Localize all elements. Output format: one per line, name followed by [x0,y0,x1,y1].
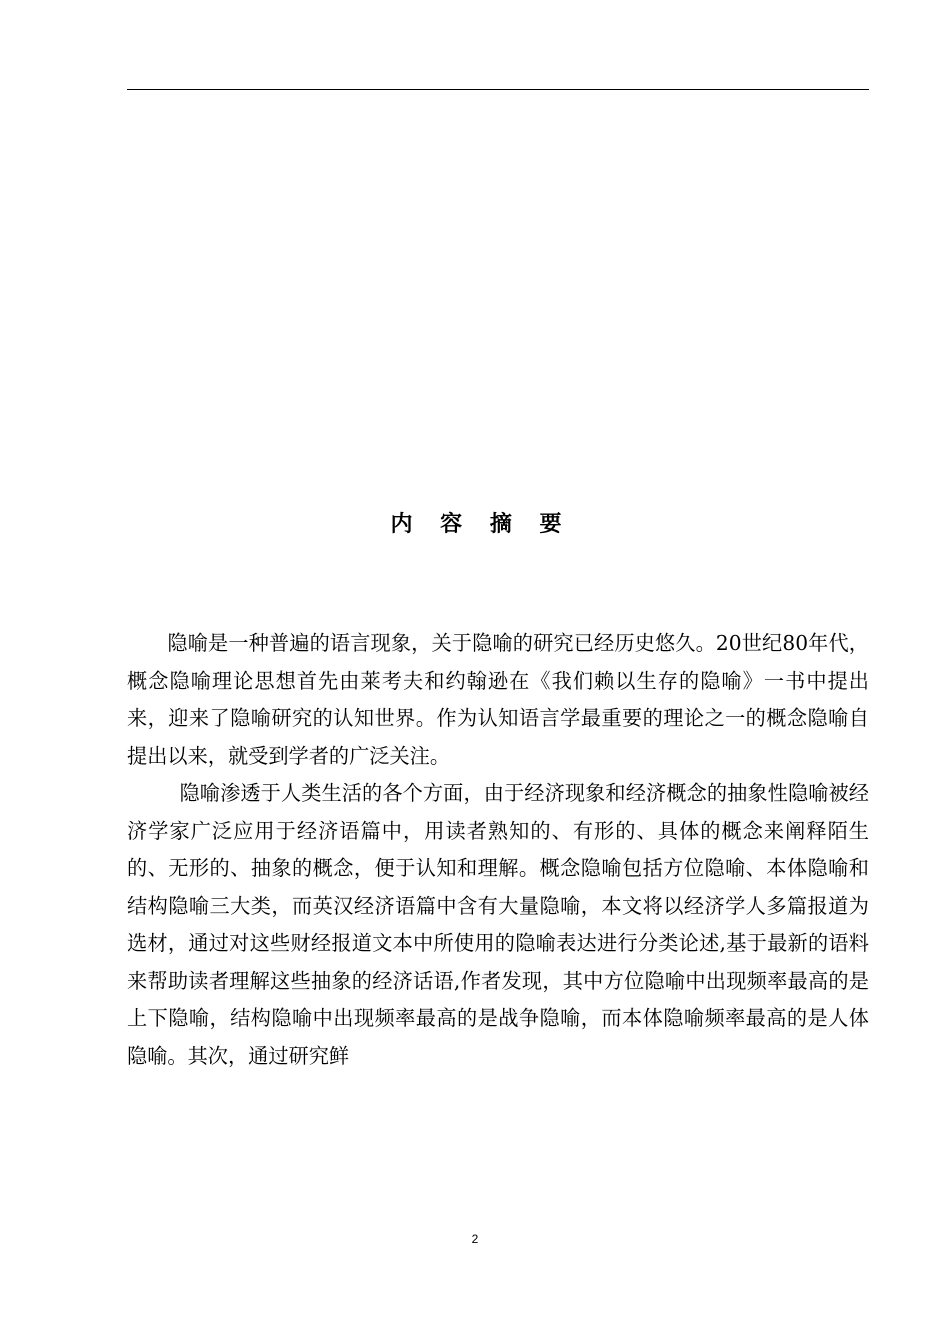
abstract-paragraph-1: 隐喻是一种普遍的语言现象，关于隐喻的研究已经历史悠久。20世纪80年代，概念隐喻理论思想首先由莱考夫和约翰逊在《我们赖以生存的隐喻》一书中提出来，迎来了隐喻研究的认知世界。作为认知语言学最重要的理论之一的概念隐喻自提出以来，就受到学者的广泛关注。 [127,631,869,768]
abstract-body [127,625,869,1075]
page-number: 2 [471,1232,479,1246]
abstract-paragraph-2: 隐喻渗透于人类生活的各个方面，由于经济现象和经济概念的抽象性隐喻被经济学家广泛应用于经济语篇中，用读者熟知的、有形的、具体的概念来阐释陌生的、无形的、抽象的概念，便于认知和理解。概念隐喻包括方位隐喻、本体隐喻和结构隐喻三大类，而英汉经济语篇中含有大量隐喻，本文将以经济学人多篇报道为选材，通过对这些财经报道文本中所使用的隐喻表达进行分类论述,基于最新的语料来帮助读者理解这些抽象的经济话语,作者发现，其中方位隐喻中出现频率最高的是上下隐喻，结构隐喻中出现频率最高的是战争隐喻，而本体隐喻频率最高的是人体隐喻。其次，通过研究鲜 [127,781,869,1068]
header-rule [127,89,869,90]
abstract-title: 内 容 摘 要 [390,512,572,537]
